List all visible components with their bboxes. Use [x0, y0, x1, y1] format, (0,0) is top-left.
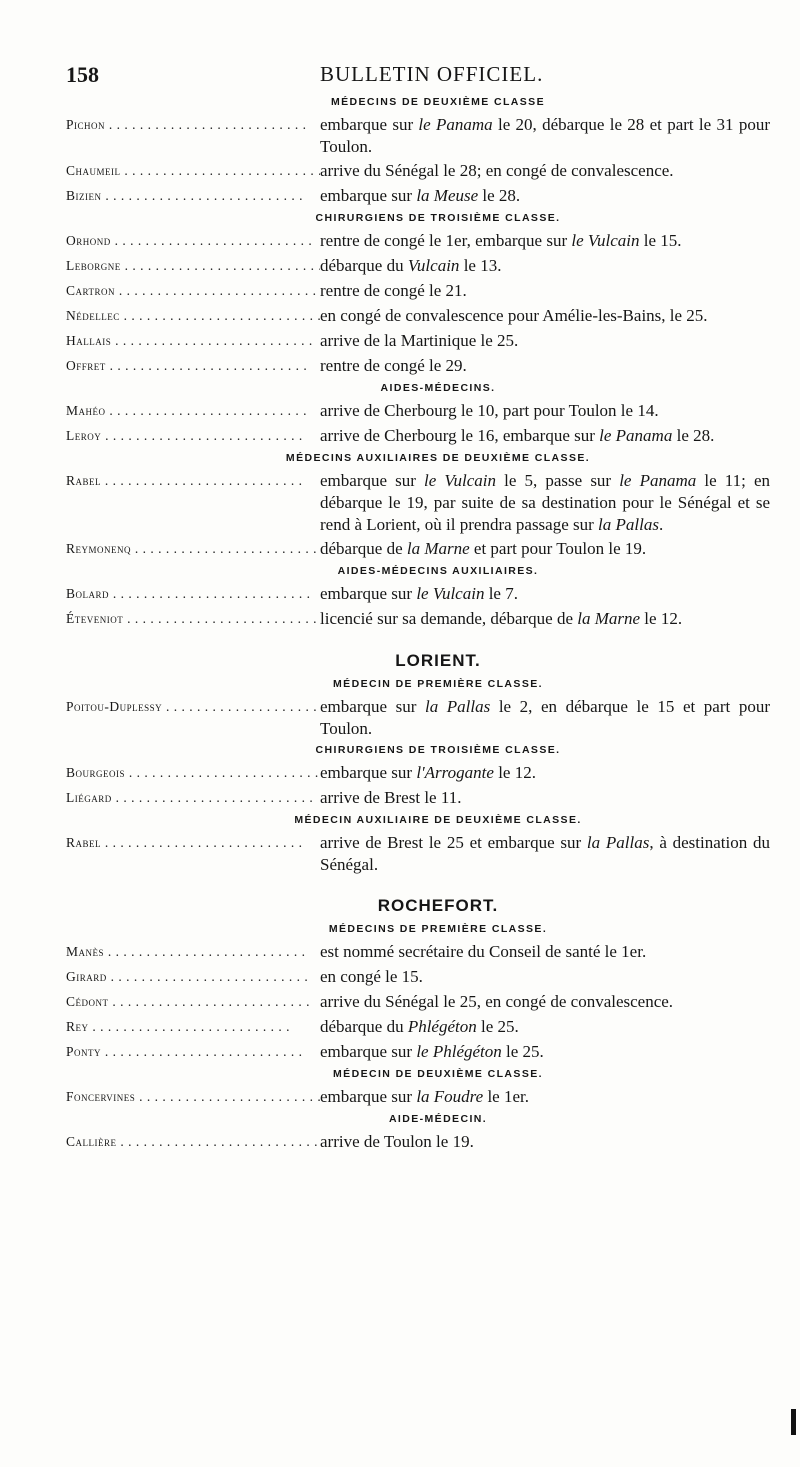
entry-row: [66, 253, 770, 278]
officer-name: Orhond . . .: [66, 228, 320, 253]
entry-row: [66, 228, 770, 253]
officer-name: Liégard . . .: [66, 785, 320, 810]
movement-text: arrive du Sénégal le 28; en congé de convalescence.: [320, 161, 674, 180]
page: [66, 58, 770, 1154]
rank-heading: AIDES-MÉDECINS.: [380, 382, 496, 394]
officer-name: Callière . . .: [66, 1129, 320, 1154]
bulletin-content: [66, 95, 770, 1154]
movement-text: rentre de congé le 21.: [320, 281, 467, 300]
ship-name: l'Arrogante: [416, 763, 494, 782]
ship-name: le Panama: [418, 115, 493, 134]
officer-name: Éteveniot . . .: [66, 606, 320, 631]
entry-row: [66, 1039, 770, 1064]
ship-name: la Meuse: [416, 186, 479, 205]
movement-text: arrive de Cherbourg le 10, part pour Toulon le 14.: [320, 401, 659, 420]
movement-text: embarque sur l'Arrogante le 12.: [320, 763, 536, 782]
movement-text: arrive de Cherbourg le 16, embarque sur le Panama le 28.: [320, 426, 715, 445]
officer-name: Chaumeil . . .: [66, 158, 320, 183]
movement-text: arrive de Toulon le 19.: [320, 1132, 474, 1151]
officer-name: Mahéo . . .: [66, 398, 320, 423]
ship-name: le Vulcain: [416, 584, 485, 603]
movement-text: en congé le 15.: [320, 967, 423, 986]
movement-text: arrive de Brest le 25 et embarque sur la Pallas, à destination du Sénégal.: [320, 833, 770, 874]
officer-name: Leroy . . .: [66, 423, 320, 448]
rank-heading: MÉDECINS AUXILIAIRES DE DEUXIÈME CLASSE.: [285, 452, 591, 464]
entry-row: [66, 183, 770, 208]
rank-heading: MÉDECINS DE DEUXIÈME CLASSE: [331, 96, 545, 108]
entry-row: [66, 536, 770, 561]
rank-heading: AIDE-MÉDECIN.: [388, 1113, 488, 1125]
officer-name: Manès . . .: [66, 939, 320, 964]
movement-text: licencié sur sa demande, débarque de la Marne le 12.: [320, 609, 683, 628]
officer-name: Reymonenq . . .: [66, 536, 320, 561]
officer-name: Cédont . . .: [66, 989, 320, 1014]
entry-row: [66, 423, 770, 448]
ship-name: Phlégéton: [407, 1017, 477, 1036]
entry-row: [66, 964, 770, 989]
ship-name: la Pallas: [424, 697, 491, 716]
entry-row: [66, 760, 770, 785]
page-number: 158: [66, 62, 99, 87]
entry-row: [66, 328, 770, 353]
rank-heading: CHIRURGIENS DE TROISIÈME CLASSE.: [315, 212, 561, 224]
city-heading: LORIENT.: [395, 651, 481, 670]
officer-name: Bizien . . .: [66, 183, 320, 208]
entry-row: [66, 830, 770, 876]
officer-name: Girard . . .: [66, 964, 320, 989]
officer-name: Rey . . .: [66, 1014, 320, 1039]
page-header: [66, 58, 770, 92]
ship-name: la Marne: [406, 539, 470, 558]
ship-name: le Vulcain: [424, 471, 497, 490]
ship-name: la Marne: [577, 609, 641, 628]
officer-name: Cartron . . .: [66, 278, 320, 303]
movement-text: embarque sur le Phlégéton le 25.: [320, 1042, 544, 1061]
movement-text: est nommé secrétaire du Conseil de santé le 1er.: [320, 942, 647, 961]
rank-heading: AIDES-MÉDECINS AUXILIAIRES.: [337, 565, 539, 577]
officer-name: Pichon . . .: [66, 112, 320, 137]
officer-name: Leborgne . . .: [66, 253, 320, 278]
officer-name: Nédellec . . .: [66, 303, 320, 328]
ship-name: le Vulcain: [571, 231, 640, 250]
city-heading: ROCHEFORT.: [377, 896, 499, 915]
ship-name: le Panama: [599, 426, 673, 445]
edge-mark: [791, 1409, 796, 1435]
rank-heading: MÉDECINS DE PREMIÈRE CLASSE.: [328, 923, 548, 935]
officer-name: Offret . . .: [66, 353, 320, 378]
rank-heading: MÉDECIN DE PREMIÈRE CLASSE.: [333, 678, 543, 690]
movement-text: embarque sur la Meuse le 28.: [320, 186, 521, 205]
movement-text: embarque sur le Vulcain le 5, passe sur le Panama le 11; en débarque le 19, par suite de sa destination pour le Sénégal et se rend à Lorient, où il prendra passage sur la Pallas.: [320, 471, 770, 534]
entry-row: [66, 1014, 770, 1039]
entry-row: [66, 353, 770, 378]
movement-text: embarque sur la Foudre le 1er.: [320, 1087, 529, 1106]
movement-text: en congé de convalescence pour Amélie-les-Bains, le 25.: [320, 306, 708, 325]
ship-name: la Pallas: [598, 515, 659, 534]
running-title: BULLETIN OFFICIEL.: [320, 62, 544, 86]
officer-name: Bourgeois . . .: [66, 760, 320, 785]
ship-name: la Foudre: [416, 1087, 484, 1106]
officer-name: Foncervines . . .: [66, 1084, 320, 1109]
officer-name: Rabel . . .: [66, 830, 320, 855]
movement-text: débarque de la Marne et part pour Toulon le 19.: [320, 539, 647, 558]
movement-text: arrive de Brest le 11.: [320, 788, 462, 807]
entry-row: [66, 468, 770, 536]
entry-row: [66, 606, 770, 631]
entry-row: [66, 158, 770, 183]
rank-heading: MÉDECIN DE DEUXIÈME CLASSE.: [333, 1068, 543, 1080]
entry-row: [66, 581, 770, 606]
officer-name: Poitou-Duplessy . . .: [66, 694, 320, 719]
entry-row: [66, 785, 770, 810]
ship-name: le Panama: [619, 471, 697, 490]
officer-name: Ponty . . .: [66, 1039, 320, 1064]
entry-row: [66, 1084, 770, 1109]
movement-text: débarque du Phlégéton le 25.: [320, 1017, 519, 1036]
movement-text: embarque sur le Vulcain le 7.: [320, 584, 518, 603]
movement-text: rentre de congé le 29.: [320, 356, 467, 375]
movement-text: embarque sur le Panama le 20, débarque le 28 et part le 31 pour Toulon.: [320, 115, 770, 156]
entry-row: [66, 278, 770, 303]
officer-name: Bolard . . .: [66, 581, 320, 606]
movement-text: débarque du Vulcain le 13.: [320, 256, 502, 275]
entry-row: [66, 398, 770, 423]
ship-name: Vulcain: [407, 256, 460, 275]
entry-row: [66, 989, 770, 1014]
ship-name: la Pallas: [586, 833, 650, 852]
entry-row: [66, 112, 770, 158]
rank-heading: CHIRURGIENS DE TROISIÈME CLASSE.: [315, 744, 561, 756]
officer-name: Rabel . . .: [66, 468, 320, 493]
entry-row: [66, 694, 770, 740]
entry-row: [66, 303, 770, 328]
movement-text: rentre de congé le 1er, embarque sur le Vulcain le 15.: [320, 231, 682, 250]
ship-name: le Phlégéton: [416, 1042, 502, 1061]
rank-heading: MÉDECIN AUXILIAIRE DE DEUXIÈME CLASSE.: [294, 814, 582, 826]
movement-text: embarque sur la Pallas le 2, en débarque le 15 et part pour Toulon.: [320, 697, 770, 738]
movement-text: arrive de la Martinique le 25.: [320, 331, 519, 350]
movement-text: arrive du Sénégal le 25, en congé de convalescence.: [320, 992, 674, 1011]
officer-name: Hallais . . .: [66, 328, 320, 353]
entry-row: [66, 939, 770, 964]
entry-row: [66, 1129, 770, 1154]
